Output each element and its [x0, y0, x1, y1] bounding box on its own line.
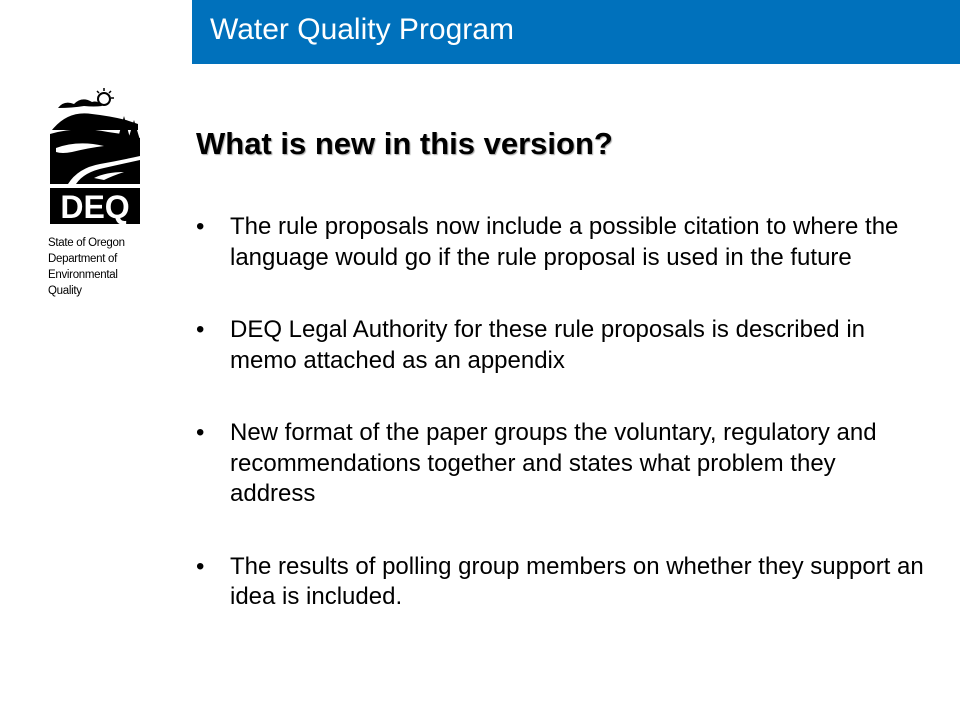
bullet-marker: • — [196, 552, 205, 580]
deq-logo — [48, 88, 144, 308]
slide-title: What is new in this version? — [196, 126, 613, 161]
bullet-list — [196, 212, 926, 613]
header-bar — [192, 0, 960, 64]
bullet-text: DEQ Legal Authority for these rule proposals is described in memo attached as an appendix — [230, 316, 866, 374]
logo-caption-line: Department of — [48, 253, 117, 265]
bullet-item — [196, 552, 926, 613]
bullet-text: The rule proposals now include a possible citation to where the language would go if the rule proposal is used in the future — [230, 213, 899, 271]
logo-caption-line: Quality — [48, 285, 82, 297]
deq-landscape-logo-icon — [48, 88, 144, 228]
bullet-item — [196, 212, 926, 273]
logo-caption-line: Environmental — [48, 269, 118, 281]
program-title: Water Quality Program — [210, 13, 514, 46]
bullet-text: The results of polling group members on whether they support an idea is included. — [230, 552, 924, 610]
logo-caption-line: State of Oregon — [48, 237, 125, 249]
bullet-marker: • — [196, 419, 205, 446]
bullet-marker: • — [196, 316, 205, 343]
deq-wordmark: DEQ — [60, 189, 130, 225]
logo-caption — [48, 235, 148, 299]
bullet-marker: • — [196, 213, 205, 240]
bullet-item — [196, 315, 926, 376]
bullet-item — [196, 418, 926, 510]
bullet-text: New format of the paper groups the voluntary, regulatory and recommendations together and states what problem they address — [230, 419, 877, 507]
